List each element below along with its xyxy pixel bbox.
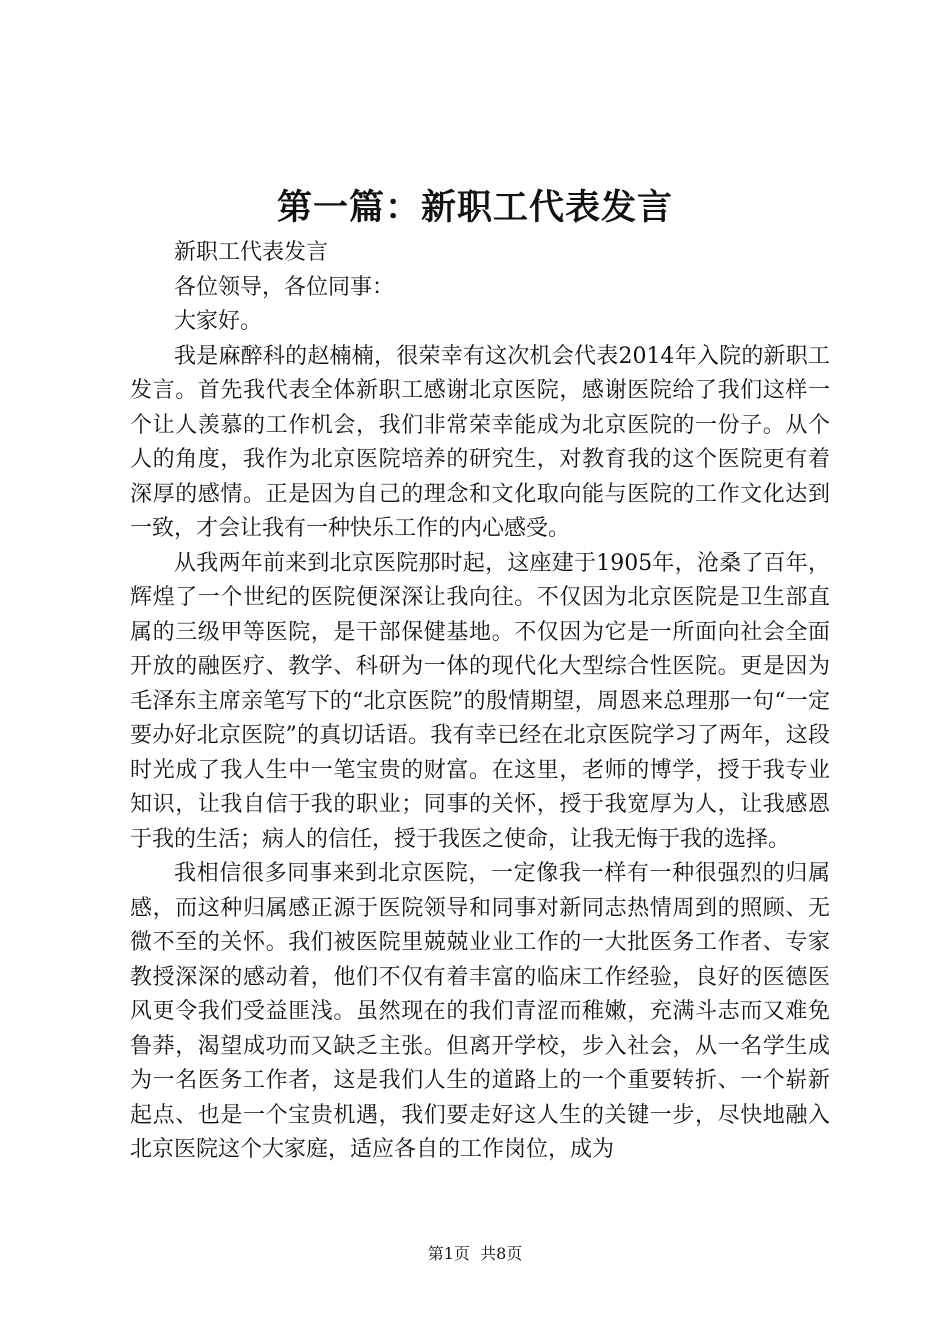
paragraph-2: 从我两年前来到北京医院那时起，这座建于1905年，沧桑了百年，辉煌了一个世纪的医院便深深让我向往。不仅因为北京医院是卫生部直属的三级甲等医院，是干部保健基地。不仅因为它是一所面向社会全面开放的融医疗、教学、科研为一体的现代化大型综合性医院。更是因为毛泽东主席亲笔写下的“北京医院”的殷情期望，周恩来总理那一句“一定要办好北京医院”的真切话语。我有幸已经在北京医院学习了两年，这段时光成了我人生中一笔宝贵的财富。在这里，老师的博学，授于我专业知识，让我自信于我的职业；同事的关怀，授于我宽厚为人，让我感恩于我的生活；病人的信任，授于我医之使命，让我无悔于我的选择。 bbox=[130, 550, 830, 852]
paragraph-1: 我是麻醉科的赵楠楠，很荣幸有这次机会代表2014年入院的新职工发言。首先我代表全体新职工感谢北京医院，感谢医院给了我们这样一个让人羡慕的工作机会，我们非常荣幸能成为北京医院的一份子。从个人的角度，我作为北京医院培养的研究生，对教育我的这个医院更有着深厚的感情。正是因为自己的理念和文化取向能与医院的工作文化达到一致，才会让我有一种快乐工作的内心感受。 bbox=[130, 343, 830, 541]
document-body bbox=[130, 236, 830, 1168]
page-number: 第1页 共8页 bbox=[427, 1244, 523, 1263]
subtitle-line: 新职工代表发言 bbox=[174, 240, 329, 265]
paragraph-3: 我相信很多同事来到北京医院，一定像我一样有一种很强烈的归属感，而这种归属感正源于医院领导和同事对新同志热情周到的照顾、无微不至的关怀。我们被医院里兢兢业业工作的一大批医务工作者、专家教授深深的感动着，他们不仅有着丰富的临床工作经验，良好的医德医风更令我们受益匪浅。虽然现在的我们青涩而稚嫩，充满斗志而又难免鲁莽，渴望成功而又缺乏主张。但离开学校，步入社会，从一名学生成为一名医务工作者，这是我们人生的道路上的一个重要转折、一个崭新起点、也是一个宝贵机遇，我们要走好这人生的关键一步，尽快地融入北京医院这个大家庭，适应各自的工作岗位，成为 bbox=[130, 861, 830, 1162]
page-footer bbox=[0, 1242, 950, 1266]
hello-line: 大家好。 bbox=[174, 309, 263, 334]
document-title: 第一篇：新职工代表发言 bbox=[276, 187, 673, 228]
greeting-line: 各位领导，各位同事： bbox=[174, 274, 395, 300]
